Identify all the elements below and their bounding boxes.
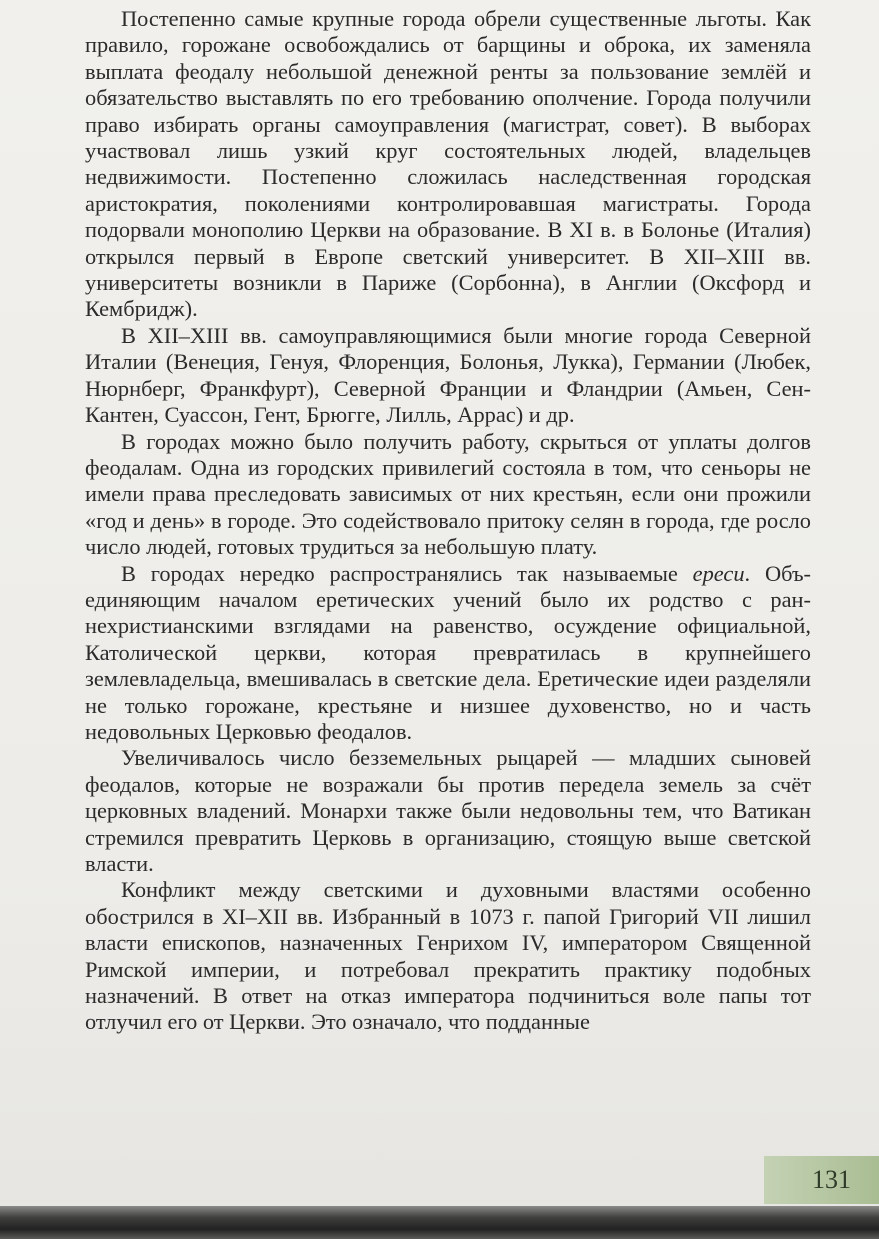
paragraph-city-privileges: Постепенно самые крупные города обрели существенные льготы. Как правило, горожане освобождались от барщины и оброка, их заменяла выплата феодалу небольшой денежной ренты за пользование землёй и обязательство выставлять по его требованию ополчение. Города получили право избирать органы самоуправления (магистрат, совет). В выборах участвовал лишь узкий круг состоятельных людей, владельцев недвижимости. Постепенно сложилась наследственная городская аристократия, поколениями контролировавшая магистраты. Города подорвали монополию Церкви на образование. В XI в. в Болонье (Италия) открылся первый в Европе светский университет. В XII–XIII вв. университеты возникли в Париже (Сорбонна), в Англии (Оксфорд и Кембридж). — [85, 6, 811, 322]
page-bottom-edge-shadow — [0, 1206, 879, 1239]
paragraph-landless-knights: Увеличивалось число безземельных рыцарей — младших сыновей феодалов, которые не возражали бы против передела земель за счёт церковных владений. Монархи также были недовольны тем, что Ватикан стремился превратить Церковь в организацию, стоящую выше светской власти. — [85, 745, 811, 876]
paragraph-heresies: В городах нередко распространялись так называемые ереси. Объединяющим началом еретических учений было их родство с раннехристианскими взглядами на равенство, осуждение официальной, Католической церкви, которая превратилась в крупнейшего землевладельца, вмешивалась в светские дела. Еретические идеи разделяли не только горожане, крестьяне и низшее духовенство, но и часть недовольных Церковью феодалов. — [85, 560, 811, 744]
paragraph-city-work: В городах можно было получить работу, скрыться от уплаты долгов феодалам. Одна из городских привилегий состояла в том, что сеньоры не имели права преследовать зависимых от них крестьян, если они прожили «год и день» в городе. Это содействовало притоку селян в города, где росло число людей, готовых трудиться за небольшую плату. — [85, 428, 811, 560]
paragraph-conflict: Конфликт между светскими и духовными властями особенно обострился в XI–XII вв. Избранный в 1073 г. папой Григорий VII лишил власти епископов, назначенных Генрихом IV, императором Священной Римской империи, и потребовал прекратить практику подобных назначений. В ответ на отказ императора подчиниться воле папы тот отлучил его от Церкви. Это означало, что подданные — [85, 877, 811, 1035]
term-heresies: ереси — [692, 560, 745, 586]
body-text — [85, 6, 811, 1036]
paragraph-self-governing-cities: В XII–XIII вв. самоуправляющимися были многие города Северной Италии (Венеция, Генуя, Флоренция, Болонья, Лукка), Германии (Любек, Нюрнберг, Франкфурт), Северной Франции и Фландрии (Амьен, Сен-Кантен, Суассон, Гент, Брюгге, Лилль, Аррас) и др. — [85, 322, 811, 428]
page-number: 131 — [812, 1165, 851, 1194]
page-number-tab — [764, 1156, 879, 1204]
